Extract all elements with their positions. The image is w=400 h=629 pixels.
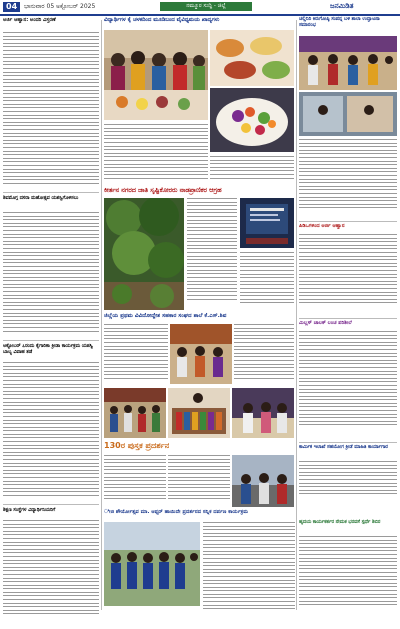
photo-school-event — [170, 324, 232, 384]
article-body — [203, 522, 295, 618]
headline-main-top: ವಿದ್ಯಾರ್ಥಿಗಳ ಕೈ ಚಳಕದಿಂದ ಮೂಡಿಬಂದ ವೈವಿಧ್ಯಮಯ ಖಾದ್ಯಗಳು — [104, 17, 220, 23]
article-body — [104, 124, 208, 184]
article-body — [299, 461, 397, 503]
article-body — [187, 198, 237, 310]
photo-official-poster — [240, 198, 294, 248]
photo-book-stall — [168, 388, 230, 438]
headline-right-top: ಚಲ್ಲಿನಿರಿ ಕಿರುಗೋಷ್ಠಿ ಸಂಪನ್ನ ಬಳಿ ಶಾಲಾ ಉದ್ಘಾಟನಾ ಸಮಾರಂಭ — [299, 17, 380, 28]
article-body — [3, 32, 99, 188]
article-body — [299, 139, 397, 219]
article-body — [299, 536, 397, 618]
headline-right-5: ಹೃದಯ ಕಾರ್ಯಕರ್ತರ ನೇಮಕ ಭರವಸೆ ಸ್ಪರ್ಧೆ ಶಿಬಿರ — [299, 520, 381, 525]
headline-left-top: ಅರ್ಜಿ ಆಹ್ವಾನ: ಅಂದರಿ ವಿಸ್ತರಣೆ — [3, 17, 56, 23]
page-number: 04 — [3, 2, 20, 12]
center-banner-headline: ಕೀರ್ತನ ನಗರದ ಜಾತಿ ಸೃಷ್ಟಿಕೋರರು ನಾಡಪ್ರಾಣಿಕರ ಆಗ್ರಹ — [104, 186, 222, 194]
photo-school-inauguration — [299, 36, 397, 90]
date-line: ಭಾನುವಾರ 05 ಅಕ್ಟೋಬರ್ 2025 — [24, 3, 96, 10]
article-body — [210, 156, 294, 184]
divider — [299, 221, 397, 222]
photo-dishes-display — [210, 30, 294, 86]
photo-greenery-site — [104, 198, 184, 310]
headline-left-4: ಶಿಕ್ಷಣ ಸಂಸ್ಥೆಗಳ ವಿದ್ಯಾರ್ಥಿನಿಯರಿಗೆ — [3, 508, 56, 513]
photo-fruit-platter — [210, 88, 294, 152]
headline-left-2: ಶಿವಮೊಗ್ಗ ದಸರಾ ಮಹೋತ್ಸವ ಯಶಸ್ವಿಗೊಳಿಸಲು — [3, 196, 79, 201]
photo-students-food-stall — [104, 30, 208, 120]
photo-award-function — [232, 388, 294, 438]
article-body — [240, 252, 294, 310]
article-body — [299, 331, 397, 439]
section-label: ನಮ್ಮೂರ ಸುದ್ದಿ - ಜಿಲ್ಲೆ — [160, 2, 252, 11]
divider — [299, 318, 397, 319]
headline-center-mid: ಜಿಲ್ಲೆಯ ಪ್ರಥಮ ವಿವಿದೋದ್ದೇಶ ಸಹಕಾರ ಸಂಘದ ಶಾಲೆ ಕೆ.ಎಸ್.ಶಿವ — [104, 313, 227, 319]
paper-name: ಜನಮಿಡಿತ — [330, 2, 354, 10]
article-body — [234, 324, 294, 384]
photo-classroom — [299, 92, 397, 136]
headline-expo: 130ರ ಪುಸ್ತಕ ಪ್ರದರ್ಶನ — [104, 441, 170, 450]
photo-group-stage — [104, 388, 166, 438]
headline-left-3: ಅಕ್ಟೋಬರ್ ೭ರಂದು ಕೈಗಾರಿಕಾ ಕ್ರೀಡಾ ಕಾರ್ಯಕ್ರಮ ಯಶಸ್ವಿ ಬಾಲ್ಯ ವಿವಾಹ ತಡೆ — [3, 344, 93, 355]
headline-right-2: ಪಿಡಿಒಗಳಿಂದ ಅರ್ಜಿ ಆಹ್ವಾನ — [299, 223, 345, 229]
article-body — [3, 520, 99, 618]
photo-expo-visitors — [232, 455, 294, 507]
column-rule — [101, 20, 102, 610]
photo-team-group — [104, 522, 200, 606]
headline-right-3: ಮಿಲ್ಲಸ್ ಚಾಲಕ್ ಲಂಚ ಪರಿಶೀಲೆ — [299, 320, 352, 326]
divider — [3, 192, 99, 193]
headline-bottom-banner: ೀಜಿ ಶೌರ್ಯೋತ್ಸವ ಮಾ. ಆಫ್ಟರ್ ಹಾಯಿದೇ ಪ್ರದರ್ಶನದ ಸನ್ನಿಕ ದರ್ಪಣ ಕಾರ್ಯಕ್ರಮ — [104, 509, 249, 515]
article-body — [3, 212, 99, 338]
article-body — [168, 455, 230, 507]
divider — [3, 340, 99, 341]
article-body — [104, 455, 166, 507]
column-rule — [296, 20, 297, 610]
divider — [299, 442, 397, 443]
article-body — [3, 362, 99, 502]
article-body — [104, 324, 168, 384]
divider — [3, 504, 99, 505]
article-body — [299, 234, 397, 314]
headline-right-4: ಕಾರ್ಮಿಕ ಇಲಾಖೆ ಸಹಯೋಗ ಕ್ರೀಡೆ ಮಾಹಿತಿ ಕಾರ್ಯಾಗಾರ — [299, 445, 388, 450]
